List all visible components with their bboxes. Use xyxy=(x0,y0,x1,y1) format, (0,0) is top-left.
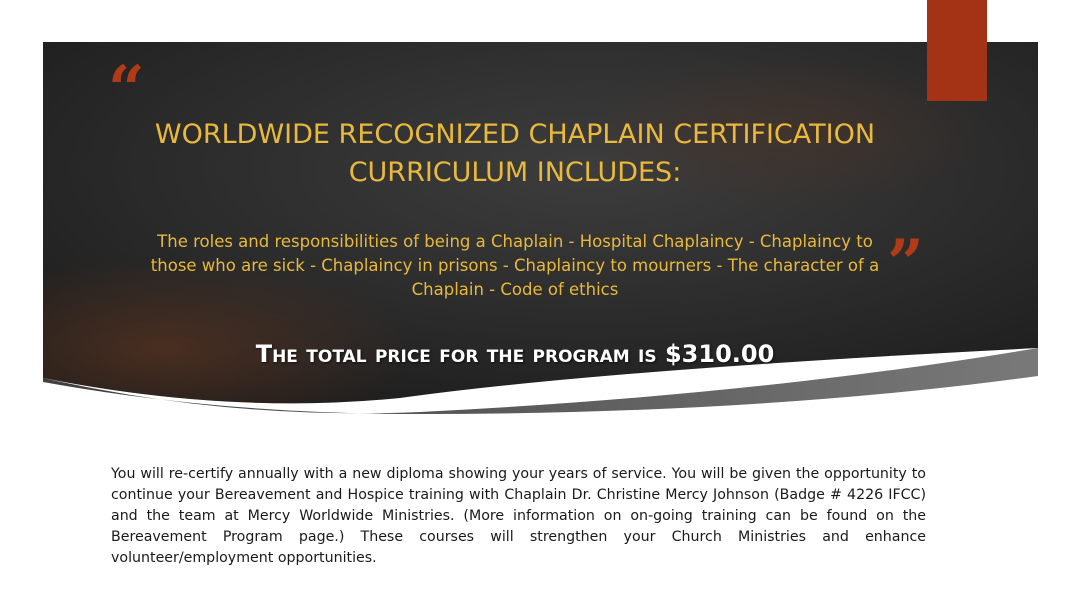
slide-heading: WORLDWIDE RECOGNIZED CHAPLAIN CERTIFICATION CURRICULUM INCLUDES: xyxy=(154,119,876,188)
close-quote-mark: ” xyxy=(887,226,920,301)
price-label: The total price for the program is xyxy=(255,340,657,368)
program-price xyxy=(150,336,880,372)
curriculum-topics: The roles and responsibilities of being a Chaplain - Hospital Chaplaincy - Chaplaincy to those who are sick - Chaplaincy in prisons - Chaplaincy to mourners - The character of a Chaplain - Code of ethics xyxy=(150,232,880,299)
accent-tab xyxy=(927,0,987,101)
open-quote-mark: “ xyxy=(108,52,141,127)
recertification-paragraph: You will re-certify annually with a new diploma showing your years of service. You will be given the opportunity to continue your Bereavement and Hospice training with Chaplain Dr. Christine Mercy Johnson (Badge # 4226 IFCC) and the team at Mercy Worldwide Ministries. (More information on on-going training can be found on the Bereavement Program page.) These courses will strengthen your Church Ministries and enhance volunteer/employment opportunities. xyxy=(111,466,926,566)
price-amount: $310.00 xyxy=(664,340,775,368)
